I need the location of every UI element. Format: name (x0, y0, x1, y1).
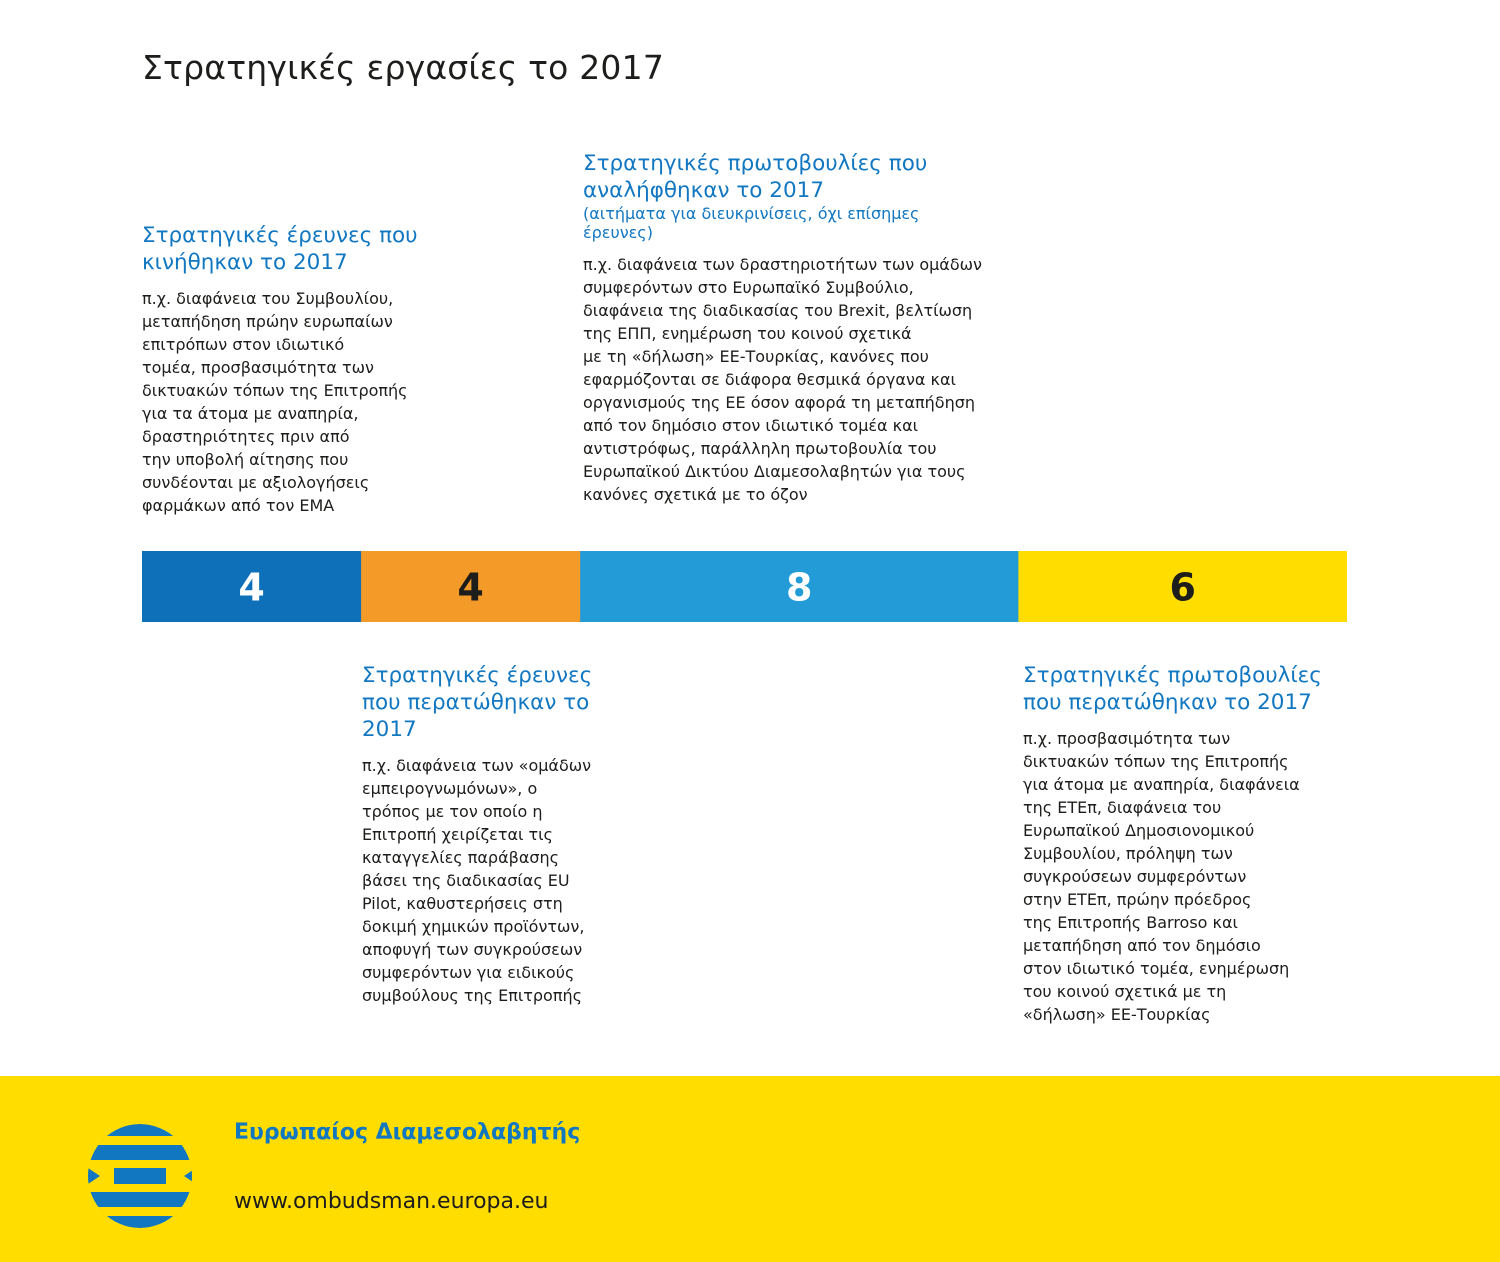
opened-inquiries-body: π.χ. διαφάνεια του Συμβουλίου, μεταπήδηση πρώην ευρωπαίων επιτρόπων στον ιδιωτικό τομέα, προσβασιμότητα των δικτυακών τόπων της Επιτροπής για τα άτομα με αναπηρία, δραστηριότητες πριν από την υποβολή αίτησης που συνδέονται με αξιολογήσεις φαρμάκων από τον ΕΜΑ (142, 289, 408, 515)
closed-inquiries-body: π.χ. διαφάνεια των «ομάδων εμπειρογνωμόνων», ο τρόπος με τον οποίο η Επιτροπή χειρίζεται τις καταγγελίες παράβασης βάσει της διαδικασίας EU Pilot, καθυστερήσεις στη δοκιμή χημικών προϊόντων, αποφυγή των συγκρούσεων συμφερόντων για ειδικούς συμβούλους της Επιτροπής (362, 756, 592, 1005)
bar-value-label-2: 4 (457, 565, 484, 610)
opened-inquiries-block (142, 222, 462, 517)
opened-initiatives-block (583, 150, 1023, 506)
closed-initiatives-heading: Στρατηγικές πρωτοβουλίες που περατώθηκαν το 2017 (1023, 663, 1322, 715)
bar-value-label-1: 4 (238, 565, 265, 610)
bar-value-label-4: 6 (1169, 565, 1196, 610)
opened-initiatives-heading: Στρατηγικές πρωτοβουλίες που αναλήφθηκαν το 2017 (583, 151, 928, 203)
bar-value-label-3: 8 (786, 565, 813, 610)
closed-inquiries-block (362, 662, 642, 1007)
closed-inquiries-heading: Στρατηγικές έρευνες που περατώθηκαν το 2017 (362, 663, 593, 742)
organization-name: Ευρωπαίος Διαμεσολαβητής (234, 1120, 581, 1145)
opened-inquiries-heading: Στρατηγικές έρευνες που κινήθηκαν το 2017 (142, 223, 418, 275)
closed-initiatives-body: π.χ. προσβασιμότητα των δικτυακών τόπων της Επιτροπής για άτομα με αναπηρία, διαφάνεια της ΕΤΕπ, διαφάνεια του Ευρωπαϊκού Δημοσιονομικού Συμβουλίου, πρόληψη των συγκρούσεων συμφερόντων στην ΕΤΕπ, πρώην πρόεδρος της Επιτροπής Barroso και μεταπήδηση από τον δημόσιο στον ιδιωτικό τομέα, ενημέρωση του κοινού σχετικά με τη «δήλωση» ΕΕ-Τουρκίας (1023, 729, 1300, 1024)
page-title: Στρατηγικές εργασίες το 2017 (142, 48, 665, 87)
footer-band (0, 1076, 1500, 1262)
website-link[interactable]: www.ombudsman.europa.eu (234, 1189, 549, 1214)
european-ombudsman-logo-icon (88, 1122, 196, 1230)
opened-initiatives-subheading: (αιτήματα για διευκρινίσεις, όχι επίσημες έρευνες) (583, 204, 920, 242)
closed-initiatives-block (1023, 662, 1353, 1026)
stacked-bar-chart (142, 551, 1347, 622)
opened-initiatives-body: π.χ. διαφάνεια των δραστηριοτήτων των ομάδων συμφερόντων στο Ευρωπαϊκό Συμβούλιο, διαφάνεια της διαδικασίας του Brexit, βελτίωση της ΕΠΠ, ενημέρωση του κοινού σχετικά με τη «δήλωση» ΕΕ-Τουρκίας, κανόνες που εφαρμόζονται σε διάφορα θεσμικά όργανα και οργανισμούς της ΕΕ όσον αφορά τη μεταπήδηση από τον δημόσιο στον ιδιωτικό τομέα και αντιστρόφως, παράλληλη πρωτοβουλία του Ευρωπαϊκού Δικτύου Διαμεσολαβητών για τους κανόνες σχετικά με το όζον (583, 255, 982, 504)
